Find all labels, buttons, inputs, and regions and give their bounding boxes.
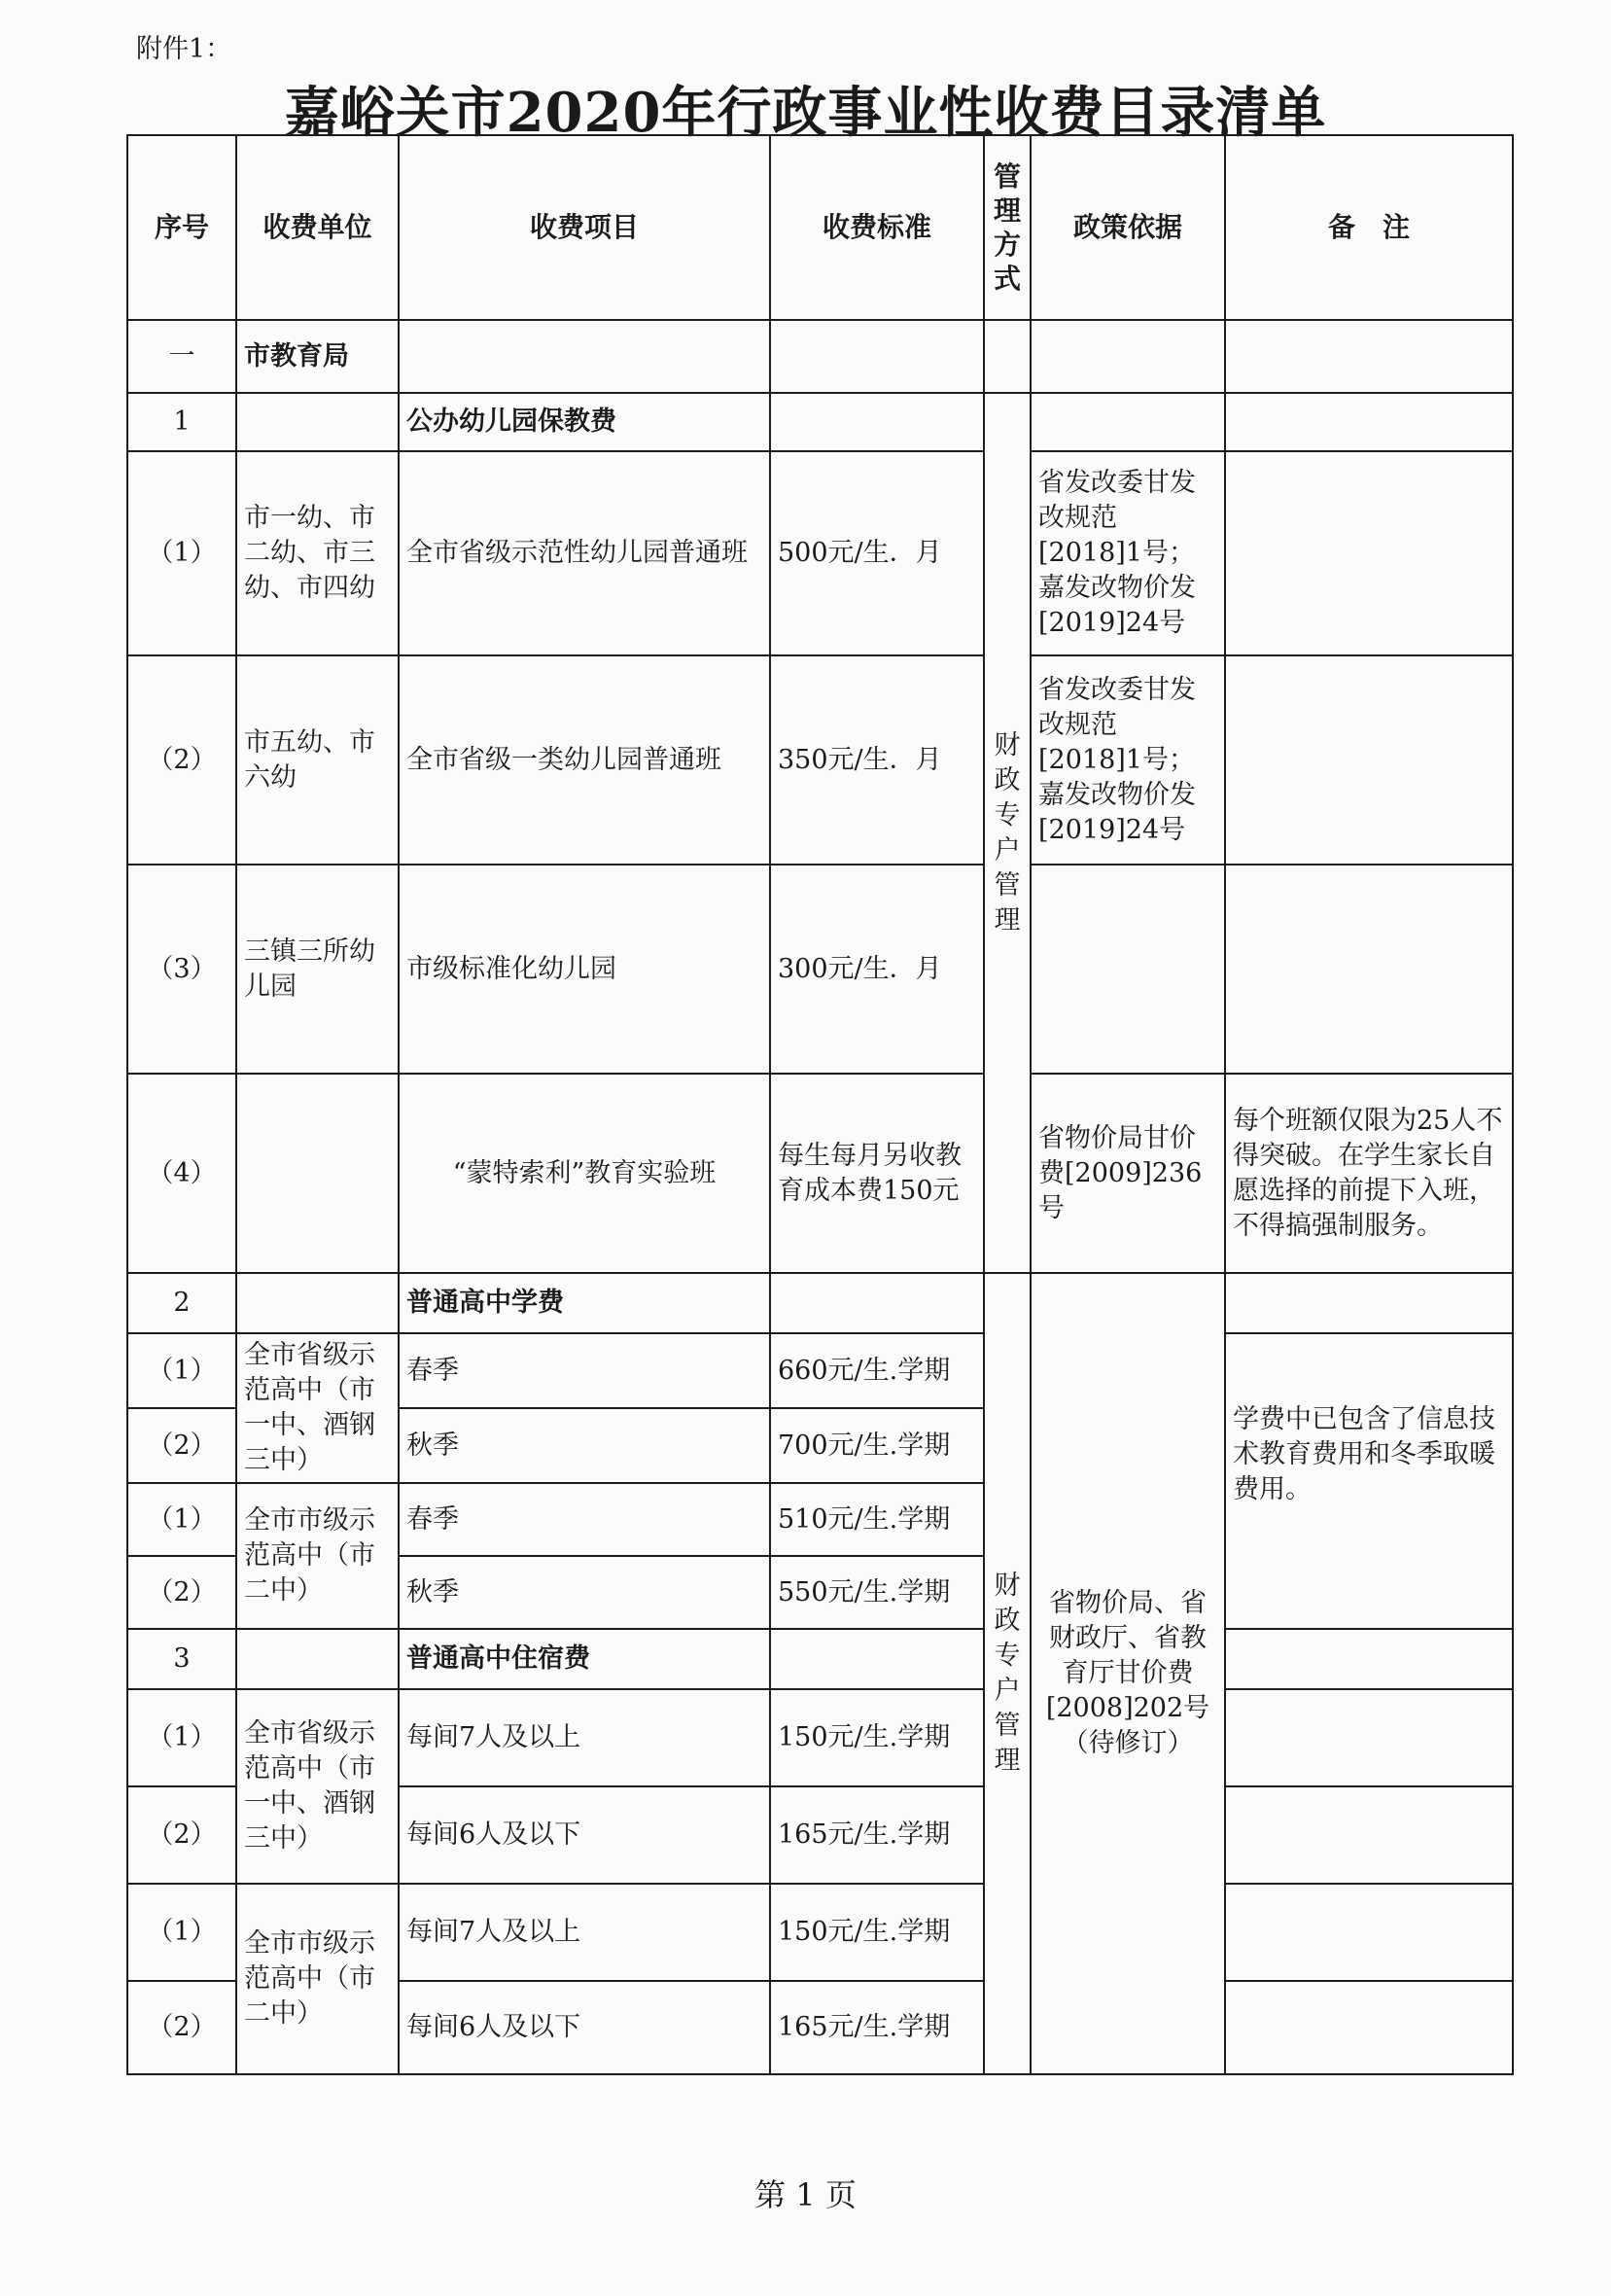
row-seq: （1） — [127, 1689, 236, 1786]
row-item: 每间7人及以上 — [399, 1689, 770, 1786]
row-unit: 全市市级示范高中（市二中） — [236, 1483, 399, 1629]
row-seq: （1） — [127, 451, 236, 655]
header-row — [127, 135, 1513, 320]
row-standard: 350元/生．月 — [770, 655, 984, 865]
attachment-label: 附件1： — [136, 34, 232, 64]
mgmt-cell: 财政专户管理 — [984, 1273, 1031, 2074]
row-seq: （2） — [127, 1408, 236, 1483]
row-standard: 150元/生.学期 — [770, 1689, 984, 1786]
category-item: 普通高中学费 — [399, 1273, 770, 1333]
header-remark: 备 注 — [1225, 135, 1513, 320]
row-remark: 每个班额仅限为25人不得突破。在学生家长自愿选择的前提下入班，不得搞强制服务。 — [1225, 1074, 1513, 1273]
row-policy: 省发改委甘发改规范[2018]1号；嘉发改物价发[2019]24号 — [1031, 451, 1225, 655]
row-unit — [236, 1074, 399, 1273]
document-title: 嘉峪关市2020年行政事业性收费目录清单 — [284, 81, 1327, 145]
section-seq: 一 — [127, 320, 236, 393]
row-seq: （1） — [127, 1483, 236, 1556]
row-seq: （2） — [127, 1786, 236, 1884]
header-standard: 收费标准 — [770, 135, 984, 320]
row-unit: 市一幼、市二幼、市三幼、市四幼 — [236, 451, 399, 655]
row-remark — [1225, 451, 1513, 655]
row-unit: 市五幼、市六幼 — [236, 655, 399, 865]
mgmt-cell: 财政专户管理 — [984, 393, 1031, 1273]
row-item: 每间6人及以下 — [399, 1981, 770, 2074]
row-seq: （2） — [127, 1556, 236, 1629]
header-policy: 政策依据 — [1031, 135, 1225, 320]
row-item: 春季 — [399, 1483, 770, 1556]
policy-cell: 省物价局、省财政厅、省教育厅甘价费[2008]202号（待修订） — [1031, 1273, 1225, 2074]
row-unit: 全市市级示范高中（市二中） — [236, 1884, 399, 2074]
row-unit: 全市省级示范高中（市一中、酒钢三中） — [236, 1689, 399, 1884]
row-item: 春季 — [399, 1333, 770, 1408]
row-standard: 每生每月另收教育成本费150元 — [770, 1074, 984, 1273]
header-unit: 收费单位 — [236, 135, 399, 320]
row-standard: 165元/生.学期 — [770, 1981, 984, 2074]
section-row — [127, 320, 1513, 393]
category-seq: 2 — [127, 1273, 236, 1333]
row-seq: （4） — [127, 1074, 236, 1273]
row-unit: 三镇三所幼儿园 — [236, 865, 399, 1074]
header-mgmt: 管理方式 — [984, 135, 1031, 320]
category-row-dorm — [127, 1629, 1513, 1689]
row-seq: （1） — [127, 1333, 236, 1408]
row-policy: 省发改委甘发改规范[2018]1号；嘉发改物价发[2019]24号 — [1031, 655, 1225, 865]
row-policy — [1031, 865, 1225, 1074]
table-row — [127, 655, 1513, 865]
category-seq: 3 — [127, 1629, 236, 1689]
row-seq: （1） — [127, 1884, 236, 1981]
category-seq: 1 — [127, 393, 236, 451]
category-row-tuition — [127, 1273, 1513, 1333]
row-standard: 500元/生．月 — [770, 451, 984, 655]
row-item: 每间6人及以下 — [399, 1786, 770, 1884]
row-seq: （2） — [127, 1981, 236, 2074]
section-unit: 市教育局 — [236, 320, 399, 393]
row-item: “蒙特索利”教育实验班 — [399, 1074, 770, 1273]
row-remark — [1225, 655, 1513, 865]
row-standard: 510元/生.学期 — [770, 1483, 984, 1556]
row-item: 秋季 — [399, 1556, 770, 1629]
fee-table — [126, 134, 1514, 2075]
row-seq: （2） — [127, 655, 236, 865]
table-row — [127, 1884, 1513, 1981]
row-unit: 全市省级示范高中（市一中、酒钢三中） — [236, 1333, 399, 1483]
category-item: 普通高中住宿费 — [399, 1629, 770, 1689]
table-row — [127, 451, 1513, 655]
header-item: 收费项目 — [399, 135, 770, 320]
table-row — [127, 865, 1513, 1074]
tuition-remark: 学费中已包含了信息技术教育费用和冬季取暖费用。 — [1225, 1333, 1513, 1629]
row-item: 全市省级示范性幼儿园普通班 — [399, 451, 770, 655]
row-item: 秋季 — [399, 1408, 770, 1483]
table-row — [127, 1074, 1513, 1273]
row-item: 市级标准化幼儿园 — [399, 865, 770, 1074]
row-remark — [1225, 865, 1513, 1074]
row-standard: 660元/生.学期 — [770, 1333, 984, 1408]
row-policy: 省物价局甘价费[2009]236号 — [1031, 1074, 1225, 1273]
row-standard: 300元/生．月 — [770, 865, 984, 1074]
row-standard: 150元/生.学期 — [770, 1884, 984, 1981]
row-standard: 700元/生.学期 — [770, 1408, 984, 1483]
header-seq: 序号 — [127, 135, 236, 320]
table-row — [127, 1333, 1513, 1408]
category-item: 公办幼儿园保教费 — [399, 393, 770, 451]
row-item: 全市省级一类幼儿园普通班 — [399, 655, 770, 865]
row-item: 每间7人及以上 — [399, 1884, 770, 1981]
table-row — [127, 1689, 1513, 1786]
row-standard: 165元/生.学期 — [770, 1786, 984, 1884]
page-number: 第 1 页 — [754, 2176, 857, 2213]
row-seq: （3） — [127, 865, 236, 1074]
row-standard: 550元/生.学期 — [770, 1556, 984, 1629]
category-row-kindergarten — [127, 393, 1513, 451]
